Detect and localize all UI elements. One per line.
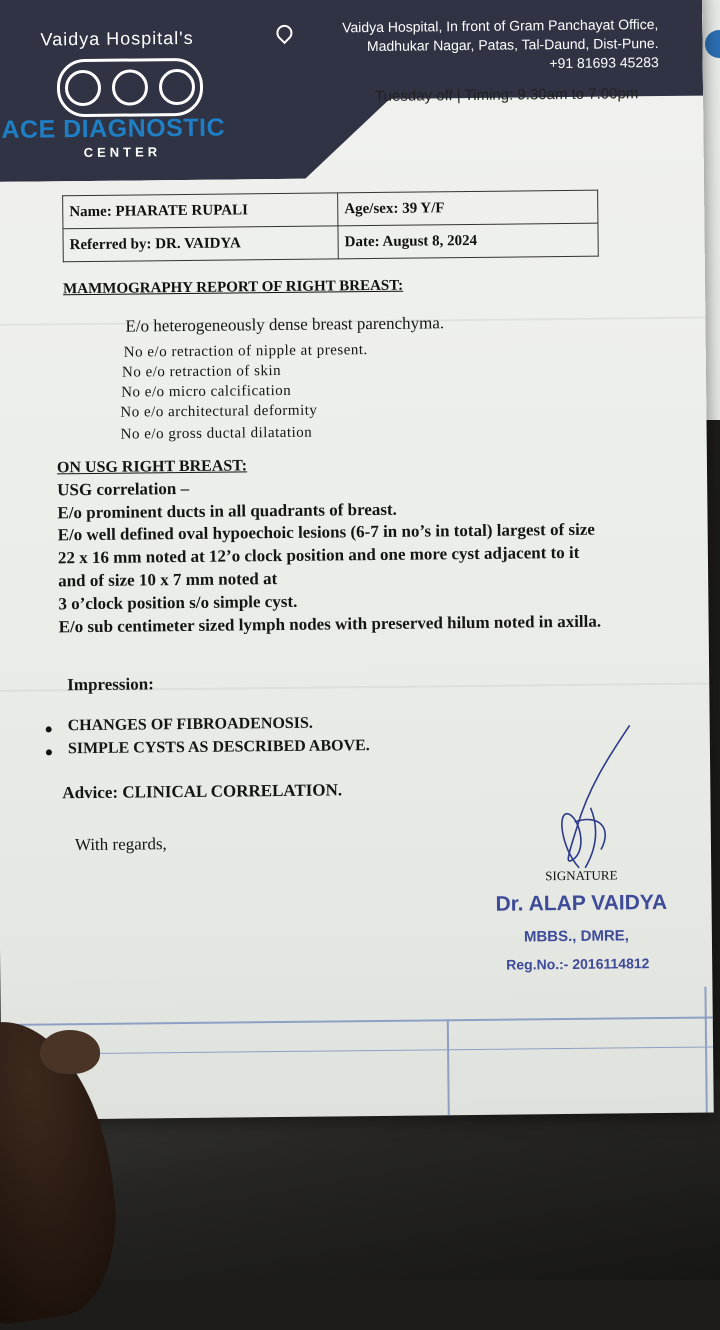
phone-number: +91 81693 45283: [549, 54, 659, 72]
registration-stamp: Reg.No.:- 2016114812: [506, 955, 650, 973]
mammography-finding: No e/o retraction of skin: [121, 362, 282, 381]
usg-line: E/o prominent ducts in all quadrants of breast.: [57, 499, 397, 523]
bullet-icon: [46, 726, 52, 732]
usg-line: 3 o’clock position s/o simple cyst.: [58, 591, 298, 614]
impression-title: Impression:: [67, 674, 154, 695]
mammography-lead: E/o heterogeneously dense breast parenchyma.: [125, 313, 445, 336]
thumb: [40, 1030, 100, 1074]
usg-title: ON USG RIGHT BREAST:: [56, 457, 248, 477]
hospital-name: Vaidya Hospital's: [40, 27, 194, 50]
closing-regards: With regards,: [74, 834, 167, 855]
impression-item: CHANGES OF FIBROADENOSIS.: [67, 714, 313, 735]
mammography-finding: No e/o micro calcification: [121, 382, 292, 401]
doctor-name-stamp: Dr. ALAP VAIDYA: [495, 890, 668, 916]
ace-logo-icon: [57, 58, 204, 118]
handwritten-signature: [538, 717, 650, 888]
mammography-finding: No e/o retraction of nipple at present.: [123, 342, 368, 361]
grid-line: [1, 1046, 713, 1054]
mammography-finding: No e/o architectural deformity: [120, 402, 318, 421]
usg-line: and of size 10 x 7 mm noted at: [58, 569, 278, 591]
doctor-degrees-stamp: MBBS., DMRE,: [523, 927, 629, 946]
center-name: ACE DIAGNOSTIC: [1, 113, 226, 144]
signature-label: SIGNATURE: [545, 867, 618, 884]
usg-line: 22 x 16 mm noted at 12’o clock position and one more cyst adjacent to it: [57, 542, 580, 568]
mammography-finding: No e/o gross ductal dilatation: [120, 424, 313, 443]
address-line: Vaidya Hospital, In front of Gram Panchayat Office,: [342, 16, 659, 36]
address-line: Madhukar Nagar, Patas, Tal-Daund, Dist-Pune.: [366, 35, 659, 55]
center-subtitle: CENTER: [83, 144, 162, 161]
report-date: Date: August 8, 2024: [338, 223, 598, 259]
bullet-icon: [46, 749, 52, 755]
patient-info-table: [62, 190, 599, 263]
patient-age-sex: Age/sex: 39 Y/F: [338, 190, 598, 226]
side-document-logo-icon: [705, 30, 720, 58]
advice: Advice: CLINICAL CORRELATION.: [62, 780, 343, 803]
referred-by: Referred by: DR. VAIDYA: [63, 226, 338, 262]
grid-line: [1, 1016, 713, 1025]
grid-line: [447, 1019, 450, 1115]
clinic-timing: Tuesday off | Timing: 9.30am to 7.00pm: [375, 85, 639, 105]
mammography-title: MAMMOGRAPHY REPORT OF RIGHT BREAST:: [63, 277, 404, 298]
grid-line: [704, 987, 707, 1113]
patient-name: Name: PHARATE RUPALI: [63, 193, 338, 229]
impression-item: SIMPLE CYSTS AS DESCRIBED ABOVE.: [67, 737, 370, 758]
usg-line: USG correlation –: [57, 478, 190, 500]
usg-line: E/o well defined oval hypoechoic lesions (6-7 in no’s in total) largest of size: [57, 519, 595, 545]
hospital-address: [290, 15, 659, 76]
usg-line: E/o sub centimeter sized lymph nodes with preserved hilum noted in axilla.: [58, 611, 602, 637]
